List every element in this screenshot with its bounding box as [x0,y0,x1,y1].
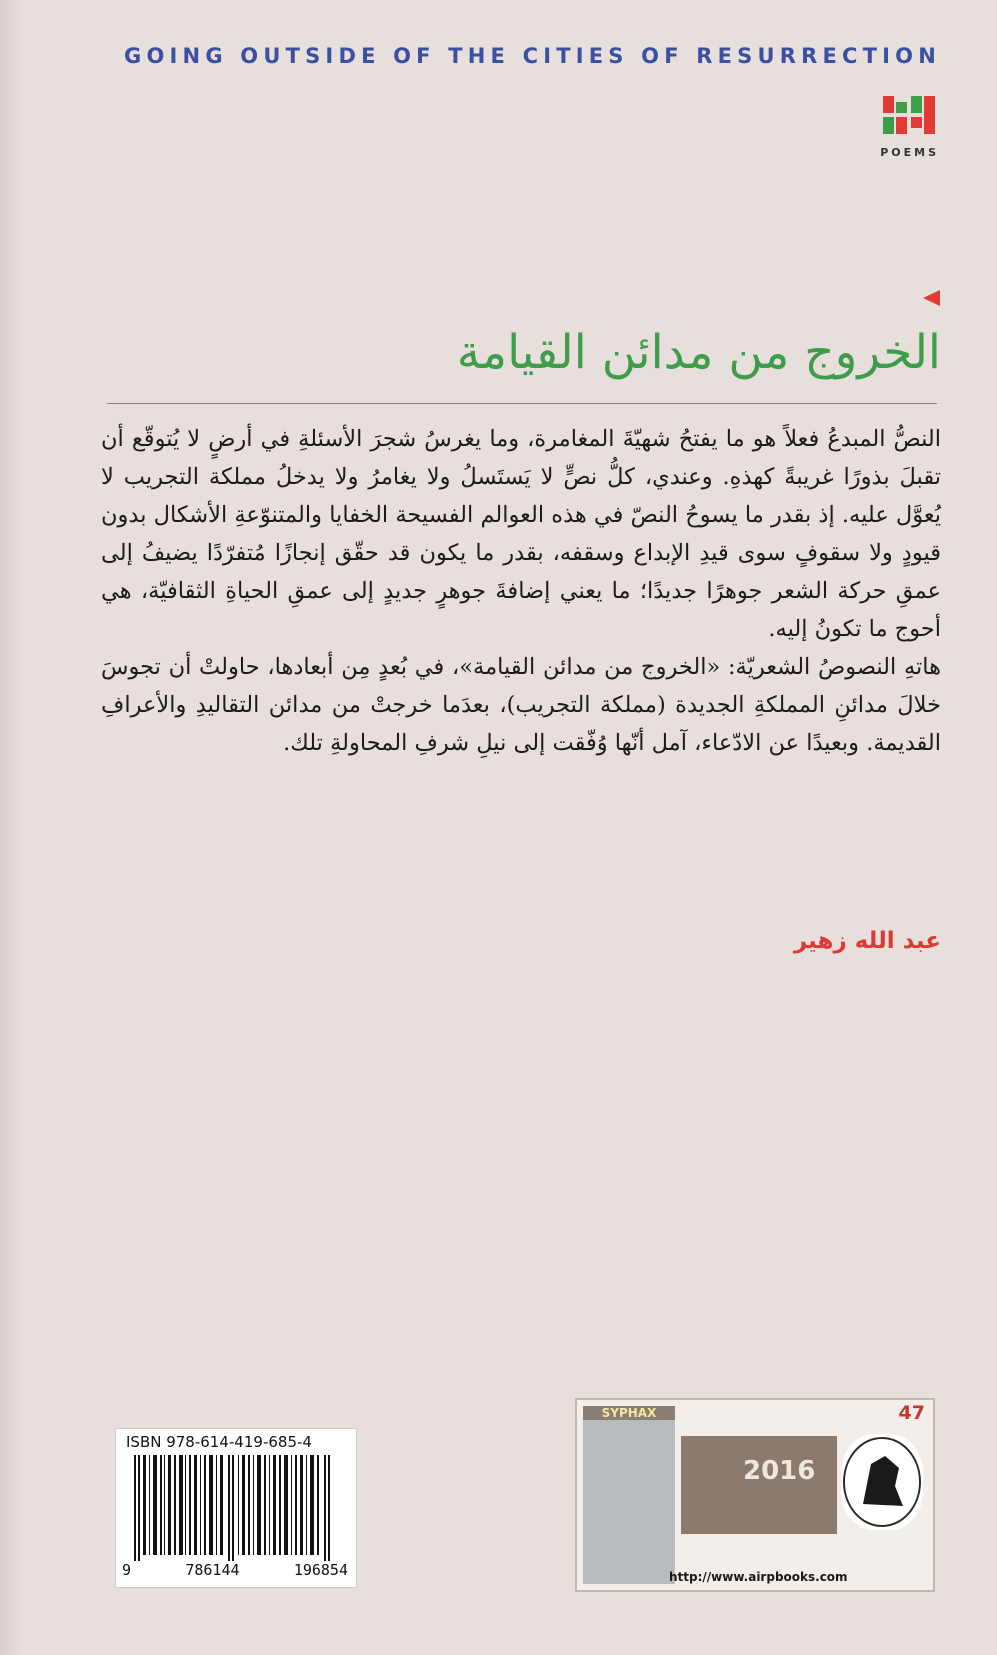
back-cover-blurb [101,420,941,762]
author-name: عبد الله زهير [793,928,941,954]
divider [107,403,937,404]
triangle-marker-icon [923,290,940,306]
isbn-barcode [115,1428,357,1588]
isbn-label: ISBN 978-614-419-685-4 [126,1433,312,1451]
stamp-years: 47 [898,1402,925,1424]
publisher-logo-icon [881,92,937,138]
series-title: GOING OUTSIDE OF THE CITIES OF RESURRECTION [124,44,941,68]
stamp-syphax-label: SYPHAX [583,1406,675,1420]
blurb-paragraph-2: هاتهِ النصوصُ الشعريّة: «الخروج من مدائن القيامة»، في بُعدٍ مِن أبعادها، حاولتْ أن تجوسَ خلالَ مدائنِ المملكةِ الجديدة (مملكة التجريب)، بعدَما خرجتْ من مدائن التقاليدِ والأعرافِ القديمة. وبعيدًا عن الادّعاء، آمل أنّها وُفّقت إلى نيلِ شرفِ المحاولةِ تلك. [101,654,941,756]
publisher-emblem-icon [841,1434,923,1530]
barcode-digits-left: 786144 [185,1561,240,1579]
barcode-bars-icon [122,1455,348,1561]
stamp-url: http://www.airpbooks.com [669,1570,848,1584]
barcode-digits [122,1561,348,1579]
publisher-anniversary-stamp [575,1398,935,1592]
logo-label: POEMS [880,146,939,159]
stamp-year: 2016 [743,1456,816,1486]
page-edge-shade [0,0,22,1655]
stamp-book-strip [583,1406,675,1584]
barcode-digit-first: 9 [122,1561,132,1579]
book-title: الخروج من مدائن القيامة [456,325,941,380]
blurb-paragraph-1: النصُّ المبدعُ فعلاً هو ما يفتحُ شهيّةَ المغامرة، وما يغرسُ شجرَ الأسئلةِ في أرضٍ لا يُتوقّع أن تقبلَ بذورًا غريبةً كهذهِ. وعندي، كلُّ نصٍّ لا يَستَسلُ ولا يغامرُ ولا يدخلُ مملكة التجريب لا يُعوَّل عليه. إذ بقدر ما يسوحُ النصّ في هذه العوالم الفسيحة الخفايا والمتنوّعةِ الأشكال بدون قيودٍ ولا سقوفٍ سوى قيدِ الإبداع وسقفه، بقدر ما يكون قد حقّق إنجازًا مُتفرّدًا يضيفُ إلى عمقِ حركة الشعر جوهرًا جديدًا؛ ما يعني إضافةَ جوهرٍ جديدٍ إلى عمقِ الحياةِ الثقافيّة، هي أحوج ما تكونُ إليه. [101,426,941,642]
barcode-digits-right: 196854 [293,1561,348,1579]
